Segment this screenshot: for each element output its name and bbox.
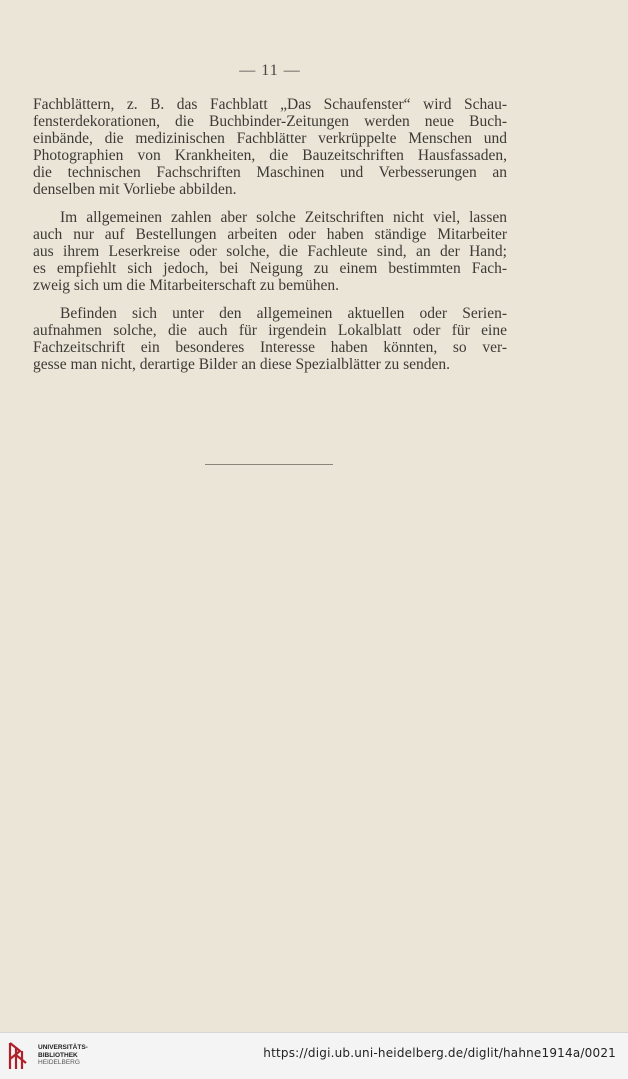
- text-line: Fachblättern, z. B. das Fachblatt „Das Schaufenster“ wird Schau-: [33, 96, 507, 113]
- text-line: Fachzeitschrift ein besonderes Interesse haben könnten, so ver-: [33, 339, 507, 356]
- viewer-footer: [0, 1032, 628, 1079]
- text-line: gesse man nicht, derartige Bilder an diese Spezialblätter zu senden.: [33, 356, 451, 373]
- text-line: auch nur auf Bestellungen arbeiten oder haben ständige Mitarbeiter: [33, 226, 507, 243]
- library-name: [38, 1044, 88, 1067]
- paragraph-3: [33, 305, 507, 373]
- paragraph-1: [33, 96, 507, 198]
- paragraph-2: [33, 209, 507, 294]
- permalink-url[interactable]: https://digi.ub.uni-heidelberg.de/diglit/hahne1914a/0021: [263, 1046, 616, 1060]
- text-line: Befinden sich unter den allgemeinen aktuellen oder Serien-: [60, 305, 507, 322]
- library-line-3: HEIDELBERG: [38, 1059, 80, 1066]
- text-line: denselben mit Vorliebe abbilden.: [33, 181, 237, 198]
- library-line-2: BIBLIOTHEK: [38, 1051, 78, 1059]
- text-line: Photographien von Krankheiten, die Bauzeitschriften Hausfassaden,: [33, 147, 507, 164]
- text-line: fensterdekorationen, die Buchbinder-Zeitungen werden neue Buch-: [33, 113, 507, 130]
- library-line-1: UNIVERSITÄTS-: [38, 1044, 88, 1051]
- text-line: die technischen Fachschriften Maschinen und Verbesserungen an: [33, 164, 507, 181]
- text-line: aufnahmen solche, die auch für irgendein Lokalblatt oder für eine: [33, 322, 507, 339]
- body-text: [33, 96, 507, 384]
- text-line: einbände, die medizinischen Fachblätter verkrüppelte Menschen und: [33, 130, 507, 147]
- section-divider: [205, 464, 333, 465]
- text-line: aus ihrem Leserkreise oder solche, die Fachleute sind, an der Hand;: [33, 243, 507, 260]
- page-number: — 11 —: [239, 62, 301, 79]
- text-line: Im allgemeinen zahlen aber solche Zeitschriften nicht viel, lassen: [60, 209, 507, 226]
- university-library-logo-icon: [6, 1041, 34, 1071]
- text-line: zweig sich um die Mitarbeiterschaft zu bemühen.: [33, 277, 340, 294]
- text-line: es empfiehlt sich jedoch, bei Neigung zu einem bestimmten Fach-: [33, 260, 507, 277]
